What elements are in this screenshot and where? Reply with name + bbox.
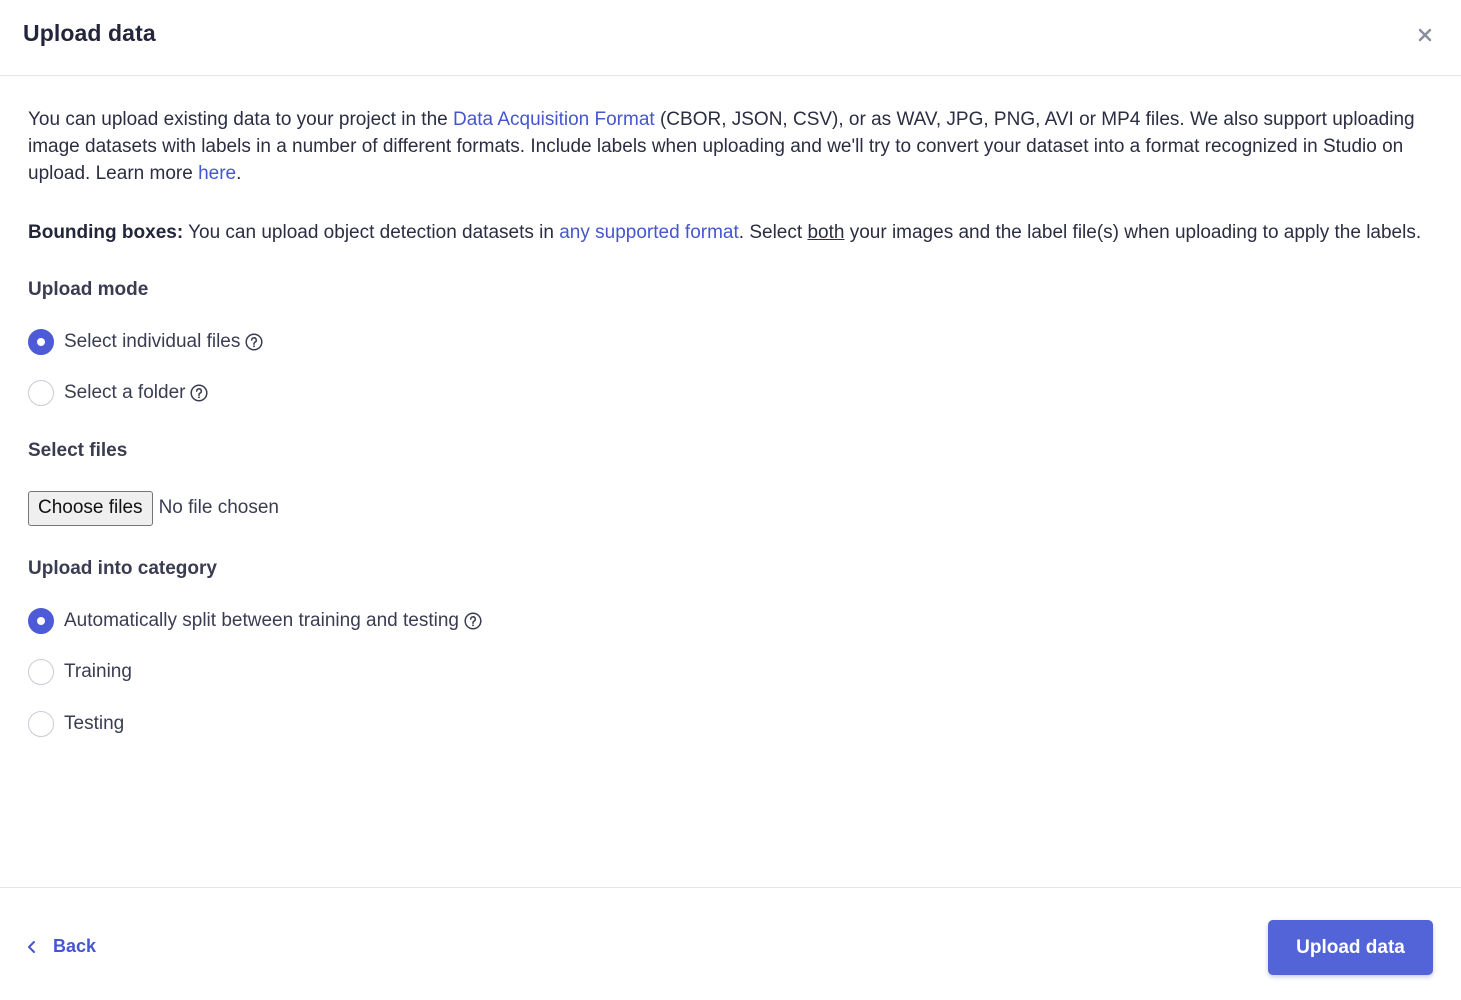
select-files-label: Select files: [28, 440, 128, 461]
radio-button[interactable]: [28, 380, 54, 406]
radio-testing[interactable]: [28, 709, 124, 739]
close-button[interactable]: [1412, 22, 1438, 48]
radio-training[interactable]: [28, 657, 132, 687]
bounding-boxes-text-mid: . Select: [738, 222, 808, 243]
supported-format-link[interactable]: any supported format: [559, 222, 739, 243]
back-label: Back: [53, 936, 97, 956]
both-emphasis: both: [807, 222, 845, 243]
radio-label: Select a folder: [64, 382, 186, 403]
bounding-boxes-label: Bounding boxes:: [28, 222, 184, 243]
upload-category-label: Upload into category: [28, 558, 217, 579]
bounding-boxes-text: You can upload object detection datasets in: [183, 222, 560, 243]
bounding-boxes-paragraph: [28, 219, 1421, 246]
radio-select-individual-files[interactable]: [28, 327, 263, 357]
question-circle-icon[interactable]: [245, 333, 263, 351]
question-circle-icon[interactable]: [464, 612, 482, 630]
modal-body: [28, 106, 1438, 734]
choose-files-button[interactable]: Choose files: [28, 491, 153, 526]
modal-header: [0, 0, 1461, 76]
modal-title: Upload data: [23, 20, 156, 46]
intro-period: .: [236, 163, 242, 184]
bounding-boxes-text-end: your images and the label file(s) when uploading to apply the labels.: [844, 222, 1422, 243]
radio-label: Testing: [64, 713, 125, 734]
radio-label: Select individual files: [64, 331, 241, 352]
chevron-left-icon: [26, 940, 38, 954]
file-status-text: No file chosen: [158, 497, 279, 518]
radio-button[interactable]: [28, 659, 54, 685]
question-circle-icon[interactable]: [190, 384, 208, 402]
learn-more-link[interactable]: here: [198, 163, 237, 184]
radio-auto-split[interactable]: [28, 606, 482, 636]
intro-text: You can upload existing data to your project in the: [28, 109, 453, 130]
radio-button-checked[interactable]: [28, 608, 54, 634]
intro-paragraph: [28, 106, 1438, 187]
radio-button[interactable]: [28, 711, 54, 737]
back-link[interactable]: [26, 936, 96, 957]
close-icon: [1418, 28, 1432, 42]
intro-text-continued: (CBOR, JSON, CSV), or as WAV, JPG, PNG, AVI or MP4 files. We also support uploading image datasets with labels in a number of different formats. Include labels when uploading and we'll try to convert your dataset into a format recognized in Studio on upload. Learn more: [28, 109, 1415, 184]
file-input[interactable]: [28, 490, 279, 526]
radio-select-folder[interactable]: [28, 378, 208, 408]
data-acquisition-format-link[interactable]: Data Acquisition Format: [452, 109, 655, 130]
upload-data-button[interactable]: Upload data: [1268, 920, 1433, 975]
radio-label: Training: [64, 661, 132, 682]
radio-button-checked[interactable]: [28, 329, 54, 355]
radio-label: Automatically split between training and testing: [64, 610, 460, 631]
modal-footer: [0, 887, 1461, 1000]
upload-mode-label: Upload mode: [28, 279, 149, 300]
